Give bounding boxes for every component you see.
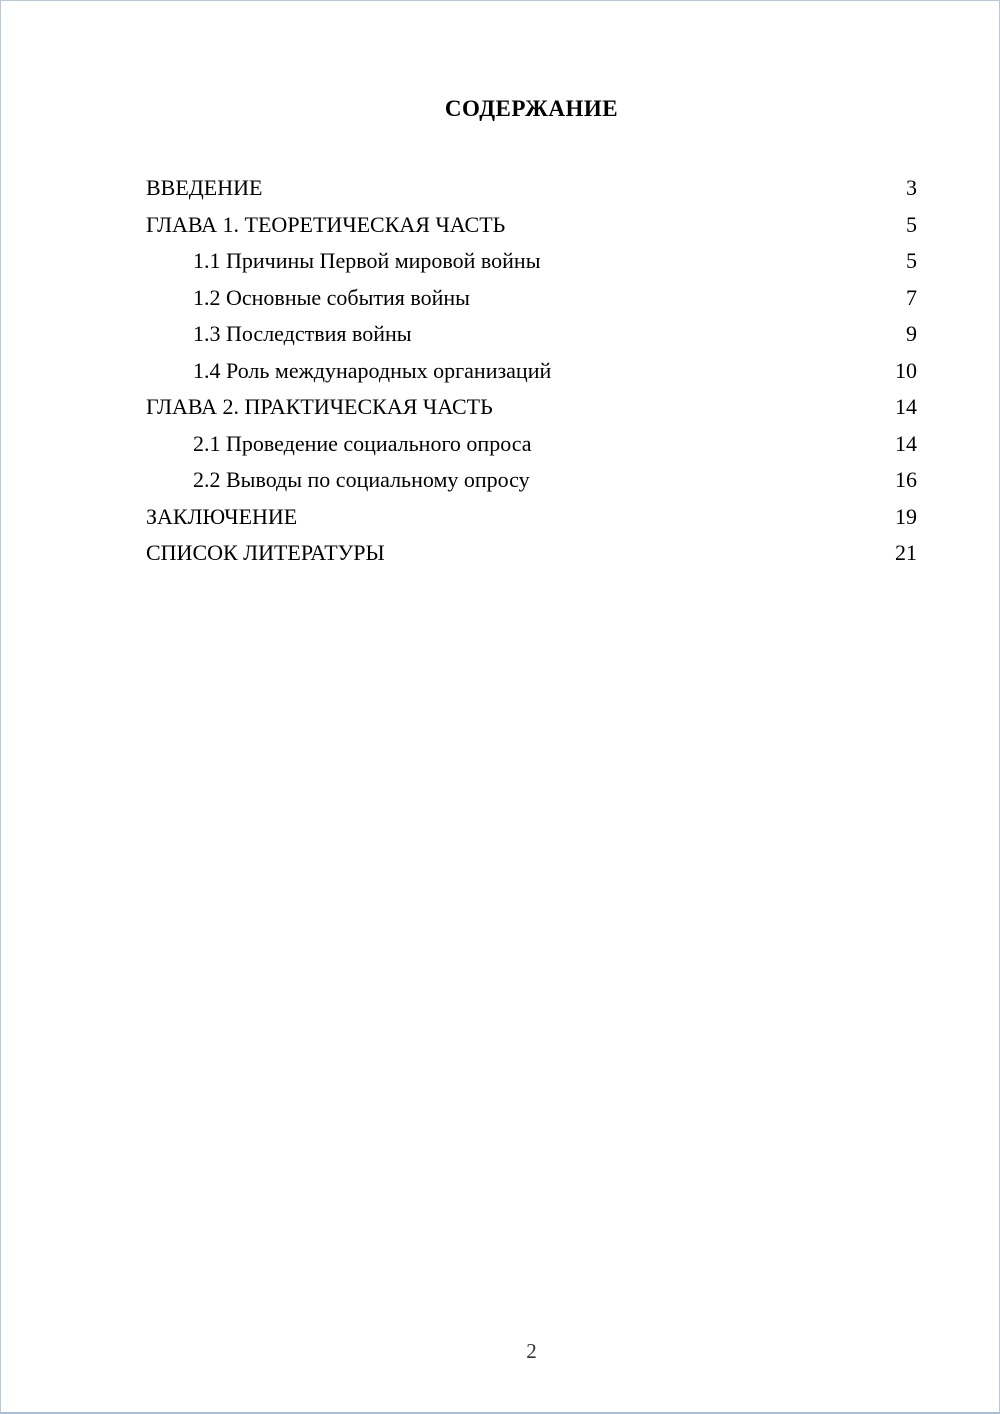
toc-entry <box>146 280 917 317</box>
toc-entry-label: ГЛАВА 2. ПРАКТИЧЕСКАЯ ЧАСТЬ <box>146 394 493 419</box>
toc-entry-page: 9 <box>906 321 917 346</box>
toc-entry <box>146 462 917 499</box>
toc-entry-page: 16 <box>895 467 917 492</box>
toc-entry-page: 10 <box>895 357 917 383</box>
page-number: 2 <box>526 1339 537 1363</box>
toc-entry-page: 3 <box>906 175 917 200</box>
toc-entry-page: 19 <box>895 503 917 529</box>
toc-entry-label: 1.2 Основные события войны <box>193 284 470 310</box>
toc-entry <box>146 170 917 207</box>
toc-list <box>146 170 917 572</box>
toc-entry-label: 1.4 Роль международных организаций <box>193 357 552 383</box>
toc-entry-page: 14 <box>895 430 917 456</box>
toc-entry <box>146 353 917 390</box>
toc-entry <box>146 499 917 536</box>
toc-entry-page: 5 <box>906 211 917 237</box>
page-title: СОДЕРЖАНИЕ <box>444 96 619 121</box>
toc-entry <box>146 389 917 426</box>
toc-entry-label: 1.1 Причины Первой мировой войны <box>193 248 541 273</box>
toc-entry-label: 2.1 Проведение социального опроса <box>193 430 532 456</box>
toc-entry <box>146 316 917 353</box>
toc-entry-page: 7 <box>906 284 917 310</box>
toc-entry <box>146 535 917 572</box>
toc-entry <box>146 243 917 280</box>
toc-entry-label: 2.2 Выводы по социальному опросу <box>193 467 530 492</box>
toc-entry-label: ЗАКЛЮЧЕНИЕ <box>146 503 298 529</box>
toc-entry-page: 14 <box>895 394 917 419</box>
toc-entry-label: ВВЕДЕНИЕ <box>146 175 263 200</box>
toc-entry-label: ГЛАВА 1. ТЕОРЕТИЧЕСКАЯ ЧАСТЬ <box>146 211 506 237</box>
toc-entry-page: 21 <box>895 540 917 565</box>
toc-entry-label: 1.3 Последствия войны <box>193 321 412 346</box>
toc-entry <box>146 426 917 463</box>
toc-entry <box>146 207 917 244</box>
toc-entry-page: 5 <box>906 248 917 273</box>
toc-entry-label: СПИСОК ЛИТЕРАТУРЫ <box>146 540 385 565</box>
page-content <box>146 96 917 572</box>
